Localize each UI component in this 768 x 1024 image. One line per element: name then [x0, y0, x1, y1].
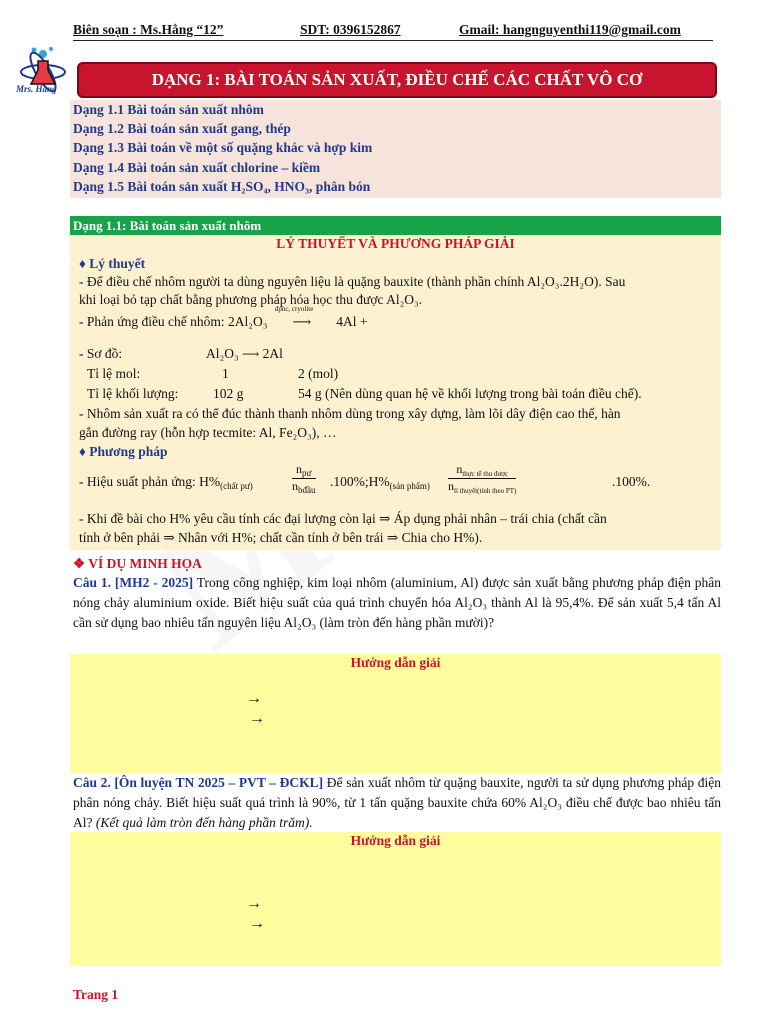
theory-title: LÝ THUYẾT VÀ PHƯƠNG PHÁP GIẢI — [276, 236, 515, 251]
reaction-left: - Phản ứng điều chế nhôm: 2Al₂O₃ — [79, 314, 268, 329]
den-2: n — [448, 479, 454, 493]
den-1: n — [292, 479, 298, 493]
mass-ratio-left: 102 g — [213, 386, 244, 401]
logo — [12, 44, 74, 98]
method-heading: ♦ Phương pháp — [79, 444, 168, 459]
reaction-condition: đpnc, cryolite — [274, 305, 314, 313]
answer-box-1 — [70, 654, 721, 773]
question-1-text: Trong công nghiệp, kim loại nhôm (aluminium, Al) được sản xuất bằng phương pháp điện phân nóng chảy aluminium oxide. Biết hiệu suất của quá trình chuyển hóa Al₂O₃ thành Al là 95,4%. Để sản xuất 5,4 tấn Al cần sử dụng bao nhiêu tấn nguyên liệu Al₂O₃ (làm tròn đến hàng phần mười)? — [73, 575, 721, 630]
logo-caption: Mrs. Hằng — [16, 84, 57, 94]
answer-box-2 — [70, 832, 721, 966]
toc-item[interactable]: Dạng 1.2 Bài toán sản xuất gang, thép — [73, 121, 291, 137]
theory-box — [70, 235, 721, 550]
theory-heading: ♦ Lý thuyết — [79, 256, 146, 271]
yield-formula — [79, 474, 253, 491]
page-header — [73, 22, 713, 41]
theory-line: gắn đường ray (hỗn hợp tecmite: Al, Fe₂O₃), … — [79, 425, 337, 440]
arrow-icon: → — [246, 895, 262, 912]
num-1-sub: pư — [302, 468, 312, 478]
formula-sub: (chất pư) — [220, 481, 253, 491]
mol-ratio-right: 2 (mol) — [298, 366, 339, 381]
formula-sub-2: (sản phẩm) — [389, 481, 430, 491]
table-of-contents — [70, 100, 721, 198]
examples-title: ❖ VÍ DỤ MINH HỌA — [73, 556, 202, 571]
num-2-sub: thực tế thu được — [462, 470, 509, 478]
arrow-icon: → — [249, 915, 265, 932]
reaction-arrow: đpnc, cryolite ⟶ — [274, 305, 314, 329]
toc-item[interactable]: Dạng 1.3 Bài toán về một số quặng khác và hợp kim — [73, 140, 373, 156]
section-heading: Dạng 1.1: Bài toán sản xuất nhôm — [70, 216, 721, 235]
phone: SDT: 0396152867 — [300, 22, 401, 37]
question-1 — [73, 573, 721, 633]
fraction-1 — [292, 462, 316, 495]
den-1-sub: bđầu — [298, 485, 316, 495]
mass-ratio-right: 54 g (Nên dùng quan hệ về khối lượng trong bài toán điều chế). — [298, 386, 642, 401]
arrow-icon: → — [249, 710, 265, 727]
question-2-head: Câu 2. [Ôn luyện TN 2025 – PVT – ĐCKL] — [73, 775, 324, 790]
email: Gmail: hangnguyenthi119@gmail.com — [459, 22, 681, 37]
answer-title: Hướng dẫn giải — [350, 655, 441, 670]
formula-end: .100%. — [612, 474, 651, 489]
question-2 — [73, 773, 721, 833]
fraction-2 — [448, 462, 516, 495]
formula-mid — [330, 474, 430, 491]
theory-line: khi loại bỏ tạp chất bằng phương pháp hóa học thu được Al₂O₃. — [79, 292, 423, 307]
mol-ratio-label: Tỉ lệ mol: — [87, 366, 141, 381]
page-banner: DẠNG 1: BÀI TOÁN SẢN XUẤT, ĐIỀU CHẾ CÁC CHẤT VÔ CƠ — [77, 62, 717, 98]
page-number: Trang 1 — [73, 987, 119, 1002]
scheme-product: 2Al — [262, 346, 283, 361]
arrow-icon: → — [246, 690, 262, 707]
formula-mid-text: .100%;H% — [330, 474, 390, 489]
den-2-sub: lí thuyết(tính theo PT) — [454, 487, 517, 495]
scheme-equation: Al₂O₃ ⟶ 2Al — [206, 346, 283, 361]
toc-item[interactable]: Dạng 1.4 Bài toán sản xuất chlorine – kiềm — [73, 159, 321, 175]
scheme-label: - Sơ đồ: — [79, 346, 123, 361]
reaction-right: 4Al + — [336, 314, 368, 329]
num-2: n — [456, 462, 463, 476]
num-1: n — [296, 462, 303, 476]
answer-title: Hướng dẫn giải — [350, 833, 441, 848]
toc-item[interactable]: Dạng 1.1 Bài toán sản xuất nhôm — [73, 102, 264, 117]
theory-line: - Để điều chế nhôm người ta dùng nguyên liệu là quặng bauxite (thành phần chính Al₂O₃.2H₂O). Sau — [79, 274, 626, 289]
author: Biên soạn : Ms.Hằng “12” — [73, 22, 224, 37]
scheme-line — [79, 346, 122, 362]
question-1-head: Câu 1. [MH2 - 2025] — [73, 575, 194, 590]
question-2-text: Để sản xuất nhôm từ quặng bauxite, người ta sử dụng phương pháp điện phân nóng chảy. Biết hiệu suất quá trình là 90%, từ 1 tấn quặng bauxite chứa 60% Al₂O₃ điều chế được bao nhiêu tấn Al? — [73, 775, 721, 830]
mass-ratio-label: Tỉ lệ khối lượng: — [87, 386, 179, 401]
theory-line: - Nhôm sản xuất ra có thể đúc thành thanh nhôm dùng trong xây dựng, làm lõi dây điện cao thế, hàn — [79, 406, 621, 421]
formula-label: - Hiệu suất phản ứng: H% — [79, 474, 221, 489]
theory-line: - Khi đề bài cho H% yêu cầu tính các đại lượng còn lại ⇒ Áp dụng phải nhân – trái chia (chất cần — [79, 511, 607, 526]
question-2-note: (Kết quả làm tròn đến hàng phần trăm). — [95, 815, 313, 830]
theory-line: tính ở bên phải ⇒ Nhân với H%; chất cần tính ở bên trái ⇒ Chia cho H%). — [79, 530, 483, 545]
toc-item[interactable]: Dạng 1.5 Bài toán sản xuất H₂SO₄, HNO₃, phân bón — [73, 178, 371, 194]
mol-ratio-left: 1 — [222, 366, 229, 381]
reaction-line — [79, 305, 368, 330]
scheme-reactant: Al₂O₃ — [206, 346, 239, 361]
